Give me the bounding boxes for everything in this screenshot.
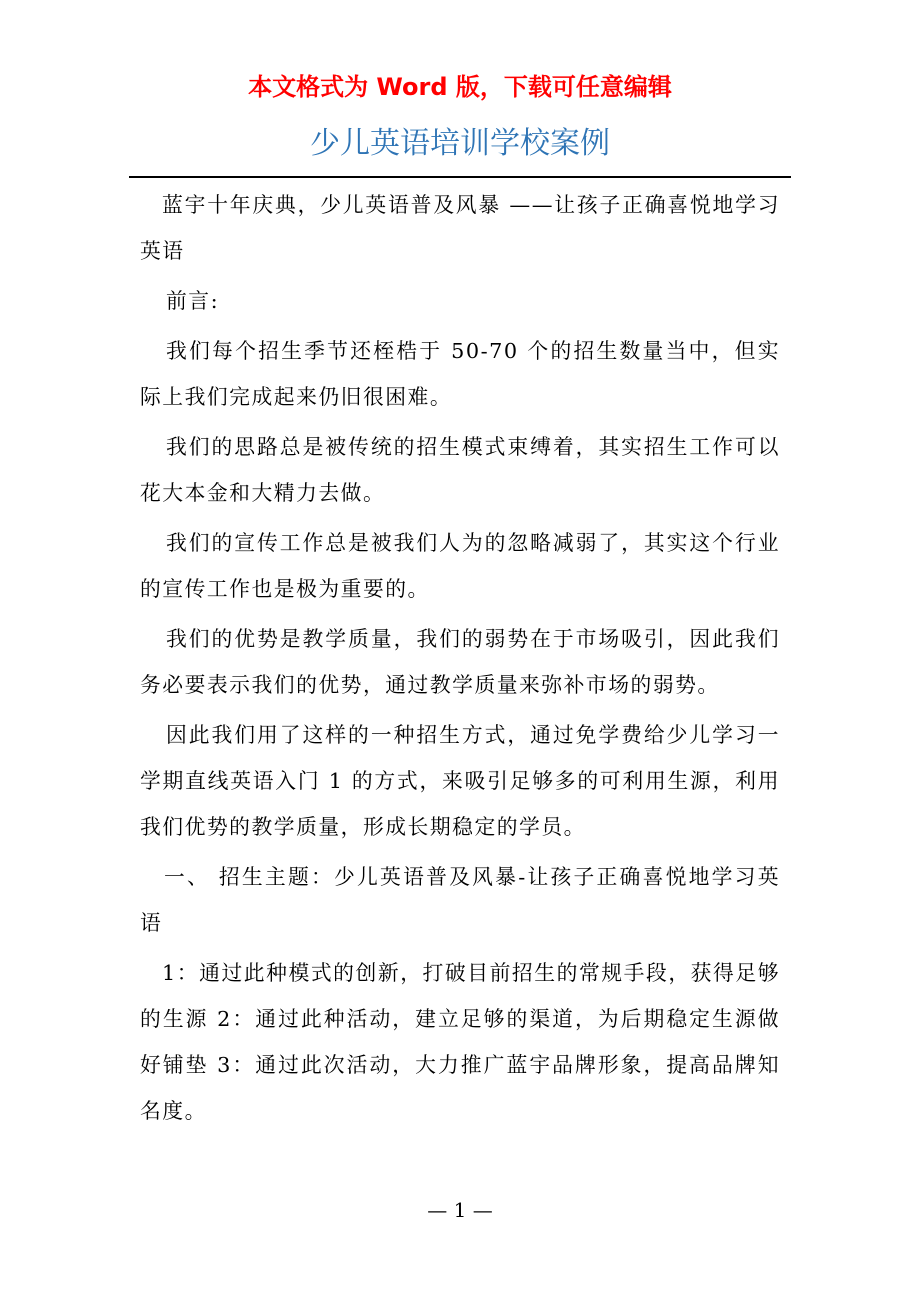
paragraph-goals: 1：通过此种模式的创新，打破目前招生的常规手段，获得足够的生源 2：通过此种活动，建立足够的渠道，为后期稳定生源做好铺垫 3：通过此次活动，大力推广蓝宇品牌形象，提高品牌知名度。 xyxy=(140,961,780,1123)
document-body xyxy=(140,182,780,1138)
document-title: 少儿英语培训学校案例 xyxy=(310,126,610,161)
paragraph-preface-heading: 前言: xyxy=(166,289,220,313)
section-heading-theme: 一、 招生主题：少儿英语普及风暴-让孩子正确喜悦地学习英语 xyxy=(140,865,780,935)
format-notice: 本文格式为 Word 版，下载可任意编辑 xyxy=(248,73,672,101)
title-divider xyxy=(129,176,791,178)
paragraph: 因此我们用了这样的一种招生方式，通过免学费给少儿学习一学期直线英语入门 1 的方式，来吸引足够多的可利用生源，利用我们优势的教学质量，形成长期稳定的学员。 xyxy=(140,723,780,839)
paragraph: 我们的思路总是被传统的招生模式束缚着，其实招生工作可以花大本金和大精力去做。 xyxy=(140,435,780,505)
paragraph: 我们的优势是教学质量，我们的弱势在于市场吸引，因此我们务必要表示我们的优势，通过教学质量来弥补市场的弱势。 xyxy=(140,627,780,697)
page-number: — 1 — xyxy=(427,1198,493,1222)
paragraph-subtitle: 蓝宇十年庆典，少儿英语普及风暴 ——让孩子正确喜悦地学习英语 xyxy=(140,193,780,263)
paragraph: 我们的宣传工作总是被我们人为的忽略减弱了，其实这个行业的宣传工作也是极为重要的。 xyxy=(140,531,780,601)
paragraph: 我们每个招生季节还桎梏于 50-70 个的招生数量当中，但实际上我们完成起来仍旧很困难。 xyxy=(140,339,780,409)
